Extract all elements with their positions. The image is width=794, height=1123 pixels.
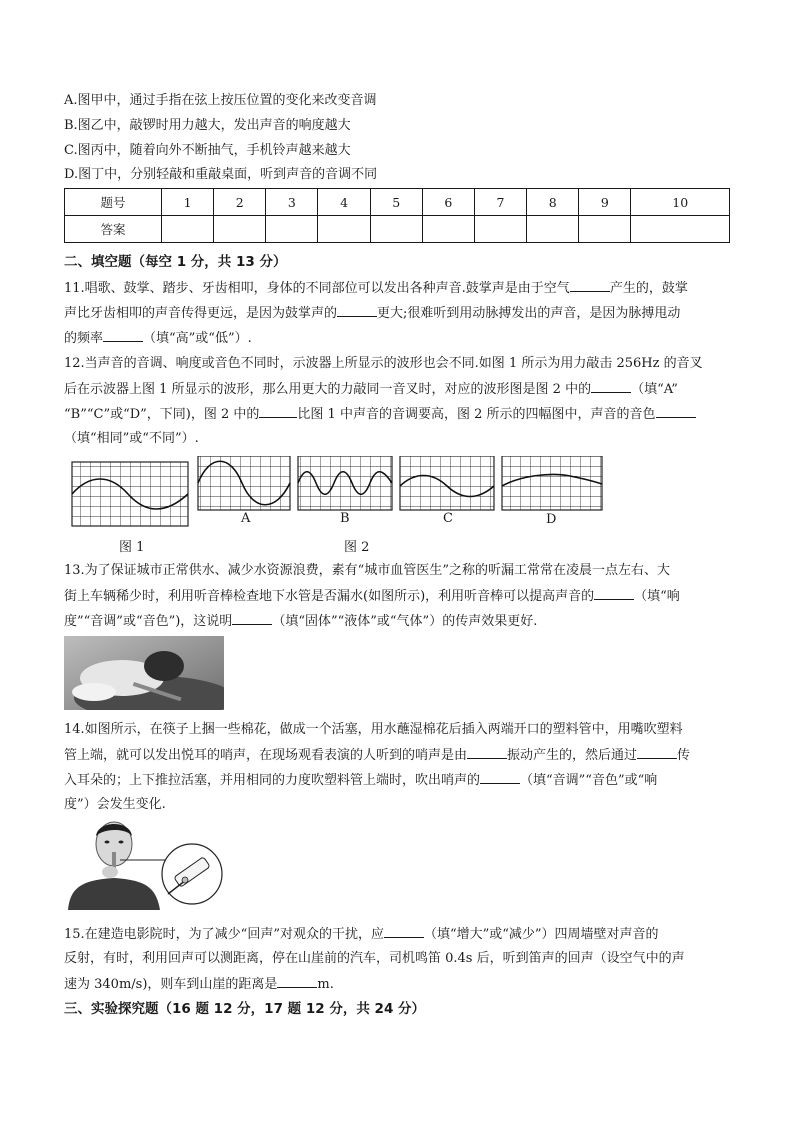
table-header-number: 题号 — [65, 189, 162, 216]
q14-line-3 — [64, 771, 657, 790]
waveform-figure-1 — [72, 462, 188, 526]
q15-text: 速为 340m/s)，则车到山崖的距离是 — [64, 977, 278, 992]
waveform-figure-c — [400, 456, 494, 510]
q13-line-2 — [64, 587, 680, 606]
table-header-answer: 答案 — [65, 216, 162, 243]
answer-blank[interactable] — [591, 380, 631, 393]
figure-caption-2: 图 2 — [344, 540, 370, 555]
answer-cell[interactable] — [162, 216, 214, 243]
answer-table — [64, 188, 730, 243]
table-cell-number: 5 — [370, 189, 422, 216]
q11-line-1 — [64, 279, 688, 298]
waveform-figure-a — [198, 456, 290, 510]
q13-text: 街上车辆稀少时，利用听音棒检查地下水管是否漏水(如图所示)，利用听音棒可以提高声音的 — [64, 589, 595, 604]
answer-cell[interactable] — [214, 216, 266, 243]
answer-cell[interactable] — [579, 216, 631, 243]
q12-text: “B”“C”或“D”，下同)，图 2 中的 — [64, 407, 260, 422]
answer-cell[interactable] — [370, 216, 422, 243]
table-row — [65, 189, 730, 216]
answer-cell[interactable] — [527, 216, 579, 243]
section-3-heading: 三、实验探究题（16 题 12 分，17 题 12 分，共 24 分） — [64, 1001, 426, 1017]
answer-cell[interactable] — [474, 216, 526, 243]
table-cell-number: 2 — [214, 189, 266, 216]
waveform-figures — [70, 456, 610, 556]
q11-text: 更大;很难听到用动脉搏发出的声音，是因为脉搏甩动 — [377, 306, 681, 321]
q11-text: 声比牙齿相叩的声音传得更远，是因为鼓掌声的 — [64, 306, 338, 321]
option-a: A.图甲中，通过手指在弦上按压位置的变化来改变音调 — [64, 93, 377, 108]
q14-text: 入耳朵的；上下推拉活塞，并用相同的力度吹塑料管上端时，吹出哨声的 — [64, 773, 481, 788]
answer-blank[interactable] — [277, 975, 317, 988]
q13-text: （填“固体”“液体”或“气体”）的传声效果更好. — [272, 614, 538, 629]
answer-cell[interactable] — [422, 216, 474, 243]
answer-blank[interactable] — [103, 329, 143, 342]
figure-label-c: C — [443, 511, 453, 526]
q15-line-3 — [64, 975, 334, 994]
answer-blank[interactable] — [232, 612, 272, 625]
answer-cell[interactable] — [266, 216, 318, 243]
waveform-figure-b — [298, 456, 392, 510]
figure-label-d: D — [546, 512, 557, 527]
q11-text: 产生的，鼓掌 — [609, 281, 688, 296]
answer-blank[interactable] — [337, 304, 377, 317]
answer-blank[interactable] — [637, 746, 677, 759]
q15-line-1 — [64, 925, 659, 944]
q14-text: 管上端，就可以发出悦耳的哨声，在现场观看表演的人听到的哨声是由 — [64, 748, 468, 763]
table-cell-number: 9 — [579, 189, 631, 216]
section-2-heading: 二、填空题（每空 1 分，共 13 分） — [64, 254, 287, 270]
answer-cell[interactable] — [631, 216, 730, 243]
table-cell-number: 7 — [474, 189, 526, 216]
q15-text: 15.在建造电影院时，为了减少“回声”对观众的干扰，应 — [64, 927, 384, 942]
q12-line-1: 12.当声音的音调、响度或音色不同时，示波器上所显示的波形也会不同.如图 1 所示为用力敲击 256Hz 的音叉 — [64, 356, 703, 371]
q13-line-3 — [64, 612, 537, 631]
answer-blank[interactable] — [594, 587, 634, 600]
q11-text: 的频率 — [64, 331, 104, 346]
table-cell-number: 1 — [162, 189, 214, 216]
q14-text: （填“音调”“音色”或“响 — [520, 773, 658, 788]
answer-blank[interactable] — [259, 405, 297, 418]
answer-blank[interactable] — [467, 746, 507, 759]
q13-text: 度”“音调”或“音色”)，这说明 — [64, 614, 233, 629]
q12-text: 后在示波器上图 1 所显示的波形，那么用更大的力敲同一音叉时，对应的波形图是图 2 中的 — [64, 382, 592, 397]
answer-blank[interactable] — [656, 405, 696, 418]
table-cell-number: 10 — [631, 189, 730, 216]
q11-line-2 — [64, 304, 680, 323]
whistle-demo-photo — [64, 814, 224, 910]
table-row — [65, 216, 730, 243]
q15-text: （填“增大”或“减少”）四周墙壁对声音的 — [423, 927, 659, 942]
answer-blank[interactable] — [570, 279, 610, 292]
answer-blank[interactable] — [384, 925, 424, 938]
table-cell-number: 4 — [318, 189, 370, 216]
q13-line-1: 13.为了保证城市正常供水、减少水资源浪费，素有“城市血管医生”之称的听漏工常常在凌晨一点左右、大 — [64, 563, 670, 578]
q11-line-3 — [64, 329, 252, 348]
table-cell-number: 6 — [422, 189, 474, 216]
figure-label-a: A — [241, 511, 251, 526]
answer-blank[interactable] — [480, 771, 520, 784]
figure-label-b: B — [340, 511, 350, 526]
q15-text: m. — [317, 977, 334, 992]
q13-text: （填“响 — [634, 589, 680, 604]
q14-text: 传 — [677, 748, 691, 763]
waveform-figure-d — [502, 456, 602, 510]
q14-line-2 — [64, 746, 690, 765]
q15-line-2: 反射，有时，利用回声可以测距离，停在山崖前的汽车，司机鸣笛 0.4s 后，听到笛声的回声（设空气中的声 — [64, 951, 685, 966]
q11-text: （填“高”或“低”）. — [143, 331, 252, 346]
q12-text: 比图 1 中声音的音调要高，图 2 所示的四幅图中，声音的音色 — [297, 407, 656, 422]
q11-text: 11.唱歌、鼓掌、踏步、牙齿相叩，身体的不同部位可以发出各种声音.鼓掌声是由于空气 — [64, 281, 570, 296]
q14-line-1: 14.如图所示，在筷子上捆一些棉花，做成一个活塞，用水蘸湿棉花后插入两端开口的塑料管中，用嘴吹塑料 — [64, 722, 683, 737]
option-b: B.图乙中，敲锣时用力越大，发出声音的响度越大 — [64, 118, 351, 133]
q12-line-4: （填“相同”或“不同”）. — [64, 431, 199, 446]
option-d: D.图丁中，分别轻敲和重敲桌面，听到声音的音调不同 — [64, 167, 378, 182]
q14-text: 振动产生的，然后通过 — [507, 748, 638, 763]
q12-line-3 — [64, 405, 696, 424]
table-cell-number: 3 — [266, 189, 318, 216]
option-c: C.图丙中，随着向外不断抽气，手机铃声越来越大 — [64, 143, 351, 158]
figure-caption-1: 图 1 — [119, 540, 145, 555]
q14-line-4: 度”）会发生变化. — [64, 797, 166, 812]
answer-cell[interactable] — [318, 216, 370, 243]
table-cell-number: 8 — [527, 189, 579, 216]
q12-text: （填“A” — [631, 382, 678, 397]
q12-line-2 — [64, 380, 678, 399]
leak-listener-photo — [64, 636, 224, 710]
